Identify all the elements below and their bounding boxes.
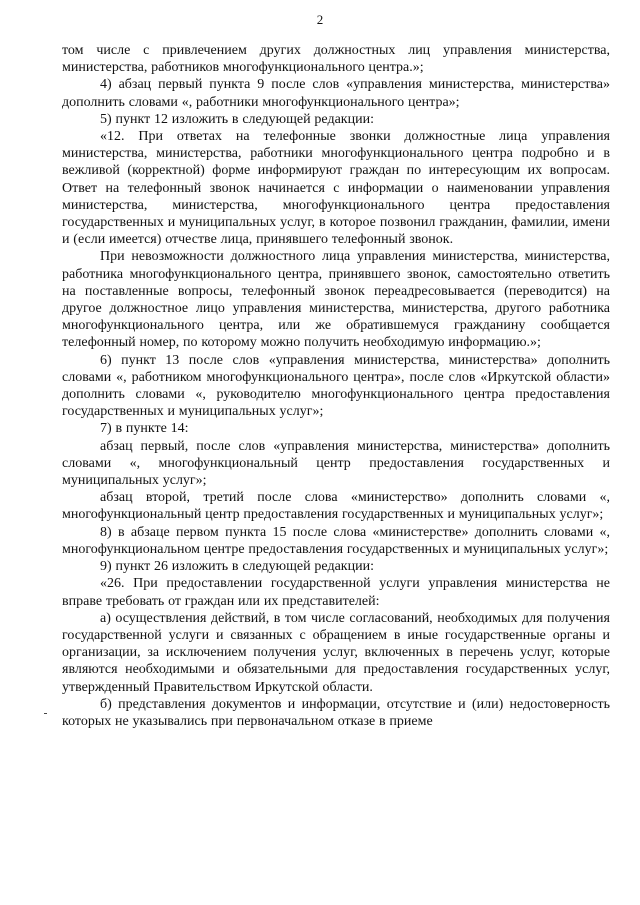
paragraph: абзац первый, после слов «управления министерства, министерства» дополнить словами «, многофункциональный центр предоставления государственных и муниципальных услуг»; — [62, 438, 610, 489]
paragraph: том числе с привлечением других должностных лиц управления министерства, министерства, работников многофункционального центра.»; — [62, 43, 610, 76]
paragraph: б) представления документов и информации, отсутствие и (или) недостоверность которых не указывались при первоначальном отказе в приеме — [62, 696, 610, 729]
paragraph: 7) в пункте 14: — [100, 421, 189, 437]
paragraph: 5) пункт 12 изложить в следующей редакции: — [100, 111, 374, 127]
paragraph: 4) абзац первый пункта 9 после слов «управления министерства, министерства» дополнить словами «, работники многофункционального центра»; — [62, 77, 610, 110]
margin-mark — [44, 713, 47, 714]
page-number: 2 — [316, 12, 324, 27]
paragraph: 9) пункт 26 изложить в следующей редакции: — [100, 559, 374, 575]
paragraph: абзац второй, третий после слова «министерство» дополнить словами «, многофункциональный центр предоставления государственных и муниципальных услуг»; — [62, 490, 610, 523]
paragraph: «26. При предоставлении государственной услуги управления министерства не вправе требовать от граждан или их представителей: — [62, 576, 610, 609]
paragraph: «12. При ответах на телефонные звонки должностные лица управления министерства, министерства, работники многофункционального центра подробно и в вежливой (корректной) форме информируют граждан по интересующим их вопросам. Ответ на телефонный звонок начинается с информации о наименовании управления министерства, министерства, многофункционального центра предоставления государственных и муниципальных услуг, в которое позвонил гражданин, фамилии, имени и (если имеется) отчестве лица, принявшего телефонный звонок. — [62, 129, 610, 248]
paragraph: 8) в абзаце первом пункта 15 после слова «министерстве» дополнить словами «, многофункциональном центре предоставления государственных и муниципальных услуг»; — [62, 524, 610, 557]
paragraph: 6) пункт 13 после слов «управления министерства, министерства» дополнить словами «, работником многофункционального центра», после слов «Иркутской области» дополнить словами «, руководителю многофункционального центра предоставления государственных и муниципальных услуг»; — [62, 352, 610, 420]
paragraph: При невозможности должностного лица управления министерства, министерства, работника многофункционального центра, принявшего звонок, самостоятельно ответить на поставленные вопросы, телефонный звонок переадресовывается (переводится) на другое должностное лицо управления министерства, министерства, другого работника многофункционального центра, или же обратившемуся гражданину сообщается телефонный номер, по которому можно получить необходимую информацию.»; — [62, 249, 610, 351]
document-body — [62, 42, 610, 730]
paragraph: а) осуществления действий, в том числе согласований, необходимых для получения государственной услуги и связанных с обращением в иные государственные органы и организации, за исключением получения услуг, включенных в перечень услуг, которые являются необходимыми и обязательными для предоставления государственных услуг, утвержденный Правительством Иркутской области. — [62, 610, 610, 695]
